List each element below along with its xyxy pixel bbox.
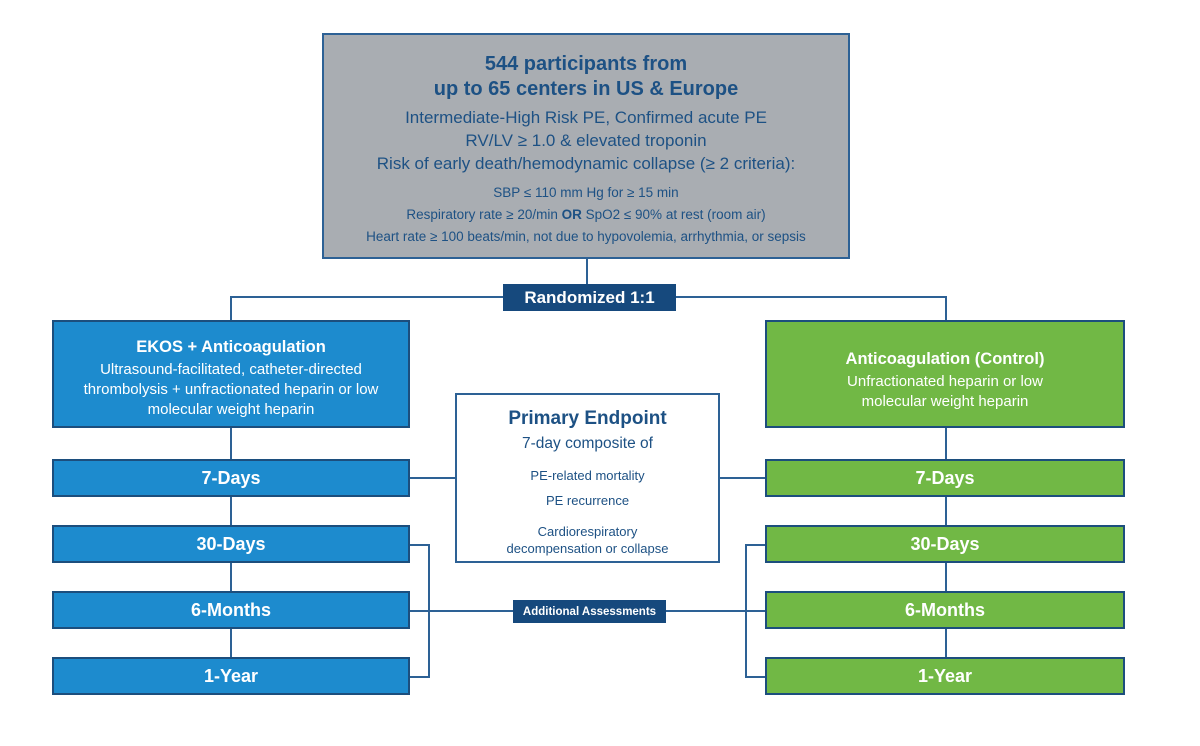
additional-assessments-label: Additional Assessments xyxy=(513,600,666,623)
connector-7days-to-endpoint-left xyxy=(410,477,455,479)
control-arm-title: Anticoagulation (Control) xyxy=(845,350,1045,368)
timeline-left-7days: 7-Days xyxy=(52,459,410,497)
connector-endpoint-to-7days-right xyxy=(720,477,765,479)
connector-left-arm-drop xyxy=(230,296,232,320)
control-arm-description: Unfractionated heparin or low molecular weight heparin xyxy=(847,373,1043,410)
endpoint-item-recurrence: PE recurrence xyxy=(545,493,630,508)
endpoint-item-mortality: PE-related mortality xyxy=(530,468,645,483)
control-arm-box xyxy=(765,320,1125,428)
participants-title-line1: 544 participants from xyxy=(484,53,688,75)
connector-additional-left xyxy=(410,610,513,612)
connector-left-30days-to-6months xyxy=(230,563,232,591)
timeline-right-6months: 6-Months xyxy=(765,591,1125,629)
timeline-left-1year: 1-Year xyxy=(52,657,410,695)
timeline-right-1year: 1-Year xyxy=(765,657,1125,695)
bracket-right-stub-1year xyxy=(745,676,765,678)
connector-left-arm-to-7days xyxy=(230,428,232,459)
eligibility-box xyxy=(322,33,850,259)
connector-left-7days-to-30days xyxy=(230,497,232,525)
criteria-line-3: Risk of early death/hemodynamic collapse (≥ 2 criteria): xyxy=(376,154,796,173)
connector-left-6months-to-1year xyxy=(230,629,232,657)
participants-title-line2: up to 65 centers in US & Europe xyxy=(433,78,739,100)
connector-additional-right xyxy=(666,610,765,612)
ekos-arm-description: Ultrasound-facilitated, catheter-directed thrombolysis + unfractionated heparin or low molecular weight heparin xyxy=(83,361,379,418)
timeline-left-30days: 30-Days xyxy=(52,525,410,563)
criteria-line-2: RV/LV ≥ 1.0 & elevated troponin xyxy=(465,131,707,150)
connector-right-arm-to-7days xyxy=(945,428,947,459)
criteria-sbp: SBP ≤ 110 mm Hg for ≥ 15 min xyxy=(493,185,679,200)
endpoint-item-decompensation: Cardiorespiratory decompensation or collapse xyxy=(506,524,669,556)
ekos-arm-box xyxy=(52,320,410,428)
primary-endpoint-title: Primary Endpoint xyxy=(508,408,667,429)
ekos-arm-title: EKOS + Anticoagulation xyxy=(136,338,326,356)
primary-endpoint-subtitle: 7-day composite of xyxy=(522,435,653,452)
connector-right-30days-to-6months xyxy=(945,563,947,591)
connector-randomized-right-horizontal xyxy=(676,296,947,298)
timeline-right-7days: 7-Days xyxy=(765,459,1125,497)
timeline-right-30days: 30-Days xyxy=(765,525,1125,563)
connector-right-7days-to-30days xyxy=(945,497,947,525)
criteria-line-1: Intermediate-High Risk PE, Confirmed acute PE xyxy=(405,108,767,127)
timeline-left-6months: 6-Months xyxy=(52,591,410,629)
bracket-left-stub-30days xyxy=(410,544,428,546)
connector-gray-to-randomized xyxy=(586,259,588,284)
connector-right-6months-to-1year xyxy=(945,629,947,657)
bracket-right-stub-30days xyxy=(745,544,765,546)
randomized-label: Randomized 1:1 xyxy=(503,284,676,311)
primary-endpoint-box xyxy=(455,393,720,563)
criteria-heart-rate: Heart rate ≥ 100 beats/min, not due to hypovolemia, arrhythmia, or sepsis xyxy=(366,229,806,244)
bracket-left-stub-1year xyxy=(410,676,428,678)
connector-right-arm-drop xyxy=(945,296,947,320)
connector-randomized-left-horizontal xyxy=(230,296,503,298)
criteria-respiratory: Respiratory rate ≥ 20/min OR SpO2 ≤ 90% at rest (room air) xyxy=(406,207,766,222)
